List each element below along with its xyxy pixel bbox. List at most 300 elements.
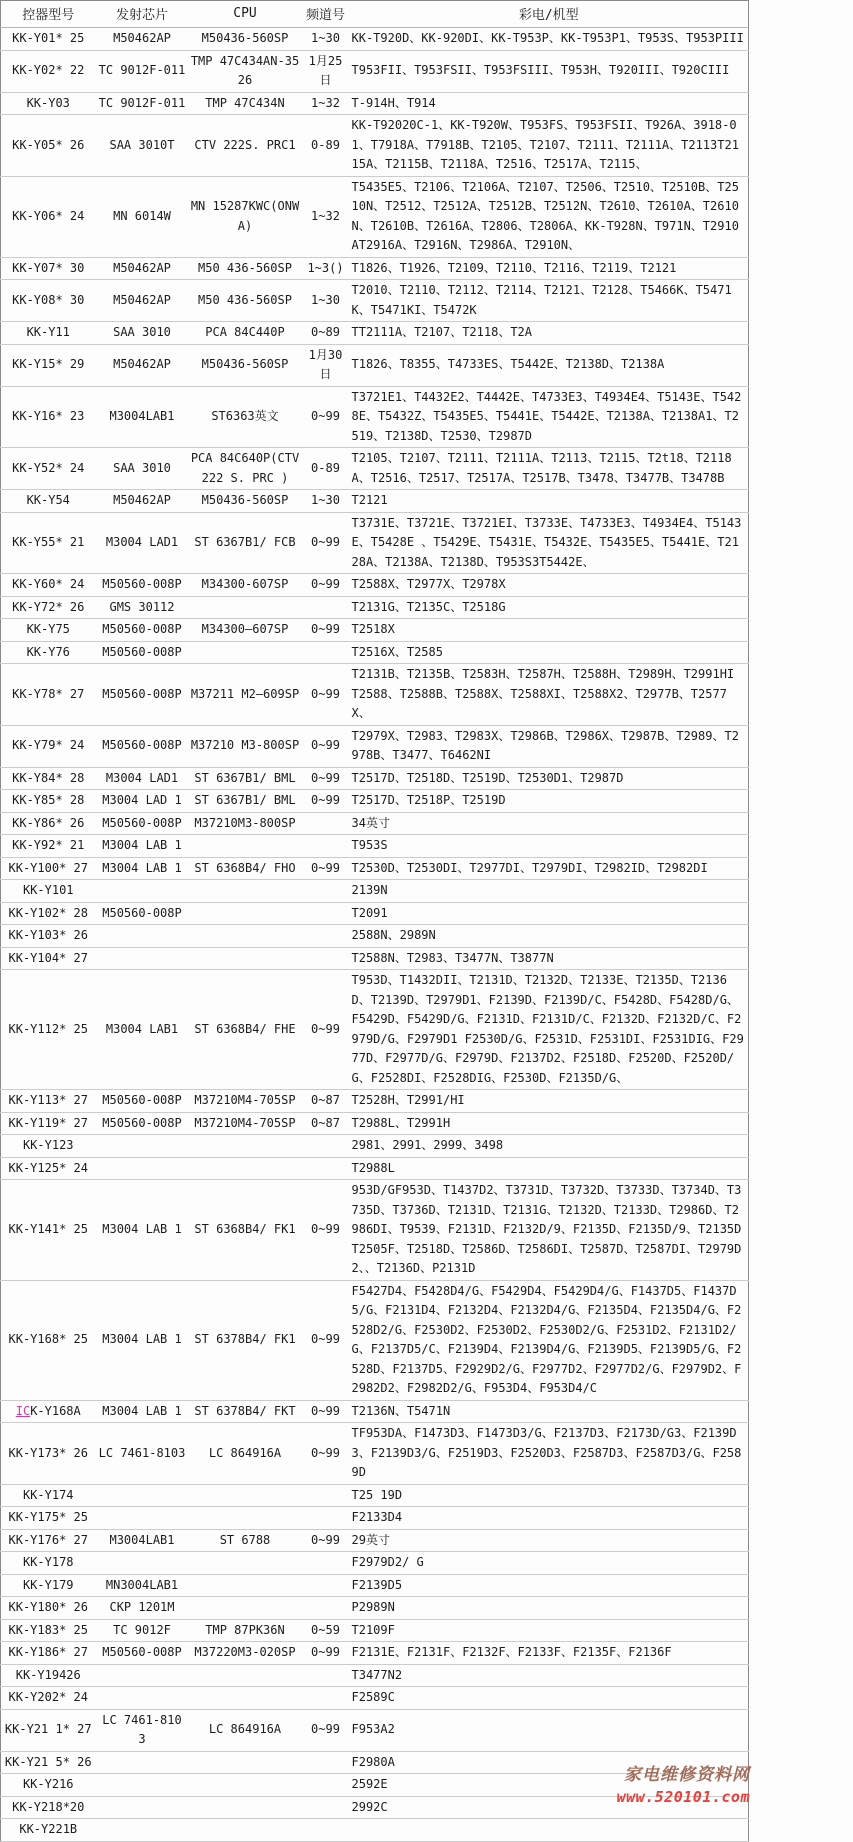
- cell-tv: 29英寸: [350, 1529, 749, 1552]
- table-row: [1, 790, 749, 813]
- cell-chan: [302, 1751, 350, 1774]
- cell-model: KK-Y21 1* 27: [1, 1709, 96, 1751]
- table-row: [1, 1664, 749, 1687]
- cell-chip: [96, 1135, 189, 1158]
- cell-cpu: M37210M4-705SP: [189, 1112, 302, 1135]
- table-row: [1, 344, 749, 386]
- cell-chan: 0~99: [302, 1180, 350, 1281]
- cell-model: KK-Y141* 25: [1, 1180, 96, 1281]
- cell-cpu: [189, 925, 302, 948]
- cell-chip: M3004 LAB 1: [96, 1400, 189, 1423]
- cell-cpu: M34300-607SP: [189, 574, 302, 597]
- cell-model: KK-Y103* 26: [1, 925, 96, 948]
- cell-cpu: [189, 1484, 302, 1507]
- cell-chan: 0~99: [302, 1423, 350, 1485]
- cell-chan: [302, 1796, 350, 1819]
- cell-chip: M50560-008P: [96, 902, 189, 925]
- table-row: [1, 767, 749, 790]
- table-row: [1, 1819, 749, 1842]
- cell-tv: F2139D5: [350, 1574, 749, 1597]
- cell-chip: GMS 30112: [96, 596, 189, 619]
- cell-model: KK-Y15* 29: [1, 344, 96, 386]
- cell-tv: F2980A: [350, 1751, 749, 1774]
- table-row: [1, 1552, 749, 1575]
- cell-chan: 0~99: [302, 767, 350, 790]
- cell-model: KK-Y76: [1, 641, 96, 664]
- watermark-site-url: www.520101.com: [616, 1787, 750, 1806]
- cell-model: KK-Y54: [1, 490, 96, 513]
- table-row: [1, 925, 749, 948]
- header-cell-chip: 发射芯片: [96, 1, 189, 28]
- cell-model: KK-Y21 5* 26: [1, 1751, 96, 1774]
- cell-tv: 953D/GF953D、T1437D2、T3731D、T3732D、T3733D、T3734D、T3735D、T3736D、T2131D、T2131G、T2132D、T2133D、T2986D、T2986DI、T9539、F2131D、F2132D/9、F2135D、F2135D/9、T2135DT2505F、T2518D、T2586D、T2586DI、T2587D、T2587DI、T2979D2、、T2136D、P2131D: [350, 1180, 749, 1281]
- cell-cpu: [189, 596, 302, 619]
- cell-cpu: PCA 84C640P(CTV 222 S. PRC ): [189, 448, 302, 490]
- cell-cpu: [189, 1774, 302, 1797]
- cell-tv: 34英寸: [350, 812, 749, 835]
- cell-chan: 0~99: [302, 970, 350, 1090]
- cell-chan: 0~99: [302, 725, 350, 767]
- cell-cpu: [189, 947, 302, 970]
- cell-chip: M50560-008P: [96, 812, 189, 835]
- cell-cpu: TMP 47C434AN-3526: [189, 50, 302, 92]
- cell-chip: M50462AP: [96, 280, 189, 322]
- table-row: [1, 1751, 749, 1774]
- table-row: [1, 970, 749, 1090]
- cell-model: KK-Y03: [1, 92, 96, 115]
- cell-model: KK-Y178: [1, 1552, 96, 1575]
- table-row: [1, 1484, 749, 1507]
- table-row: [1, 902, 749, 925]
- table-row: [1, 1642, 749, 1665]
- cell-cpu: [189, 1664, 302, 1687]
- cell-cpu: ST 6378B4/ FK1: [189, 1280, 302, 1400]
- cell-tv: T2091: [350, 902, 749, 925]
- table-row: [1, 280, 749, 322]
- table-row: [1, 50, 749, 92]
- cell-tv: 2981、2991、2999、3498: [350, 1135, 749, 1158]
- cell-cpu: [189, 641, 302, 664]
- cell-model: KK-Y60* 24: [1, 574, 96, 597]
- cell-model: KK-Y85* 28: [1, 790, 96, 813]
- cell-chan: 0~99: [302, 1709, 350, 1751]
- cell-cpu: [189, 1597, 302, 1620]
- cell-cpu: ST 6367B1/ BML: [189, 790, 302, 813]
- cell-cpu: [189, 1507, 302, 1530]
- table-row: [1, 1709, 749, 1751]
- table-row: [1, 92, 749, 115]
- cell-model: ICK-Y168A: [1, 1400, 96, 1423]
- cell-chip: SAA 3010: [96, 322, 189, 345]
- cell-model: KK-Y19426: [1, 1664, 96, 1687]
- table-row: [1, 835, 749, 858]
- cell-chip: M50462AP: [96, 28, 189, 51]
- cell-chan: [302, 1819, 350, 1842]
- header-row: [1, 1, 749, 28]
- cell-model: KK-Y104* 27: [1, 947, 96, 970]
- cell-cpu: ST 6368B4/ FK1: [189, 1180, 302, 1281]
- cell-chan: [302, 1484, 350, 1507]
- cell-chan: 0~99: [302, 386, 350, 448]
- cell-tv: T2979X、T2983、T2983X、T2986B、T2986X、T2987B、T2989、T2978B、T3477、T6462NI: [350, 725, 749, 767]
- cell-cpu: ST 6367B1/ FCB: [189, 512, 302, 574]
- table-body: [1, 28, 749, 1842]
- cell-tv: T2121: [350, 490, 749, 513]
- table-row: [1, 1597, 749, 1620]
- cell-chip: M50462AP: [96, 344, 189, 386]
- table-row: [1, 574, 749, 597]
- cell-tv: T1826、T1926、T2109、T2110、T2116、T2119、T2121: [350, 257, 749, 280]
- cell-chan: 1~3(): [302, 257, 350, 280]
- cell-model: KK-Y86* 26: [1, 812, 96, 835]
- cell-tv: T-914H、T914: [350, 92, 749, 115]
- table-row: [1, 115, 749, 177]
- cell-chip: M50560-008P: [96, 574, 189, 597]
- table-row: [1, 596, 749, 619]
- cell-cpu: PCA 84C440P: [189, 322, 302, 345]
- header-cell-model: 控器型号: [1, 1, 96, 28]
- cell-chip: [96, 1484, 189, 1507]
- cell-cpu: M37210 M3-800SP: [189, 725, 302, 767]
- cell-chan: [302, 1552, 350, 1575]
- cell-chip: M50560-008P: [96, 664, 189, 726]
- cell-cpu: [189, 902, 302, 925]
- cell-cpu: [189, 1819, 302, 1842]
- cell-chan: [302, 925, 350, 948]
- cell-tv: T2988L、T2991H: [350, 1112, 749, 1135]
- cell-tv: T2010、T2110、T2112、T2114、T2121、T2128、T5466K、T5471K、T5471KI、T5472K: [350, 280, 749, 322]
- cell-chip: M50560-008P: [96, 1090, 189, 1113]
- cell-tv: T3477N2: [350, 1664, 749, 1687]
- cell-cpu: TMP 87PK36N: [189, 1619, 302, 1642]
- cell-chip: [96, 1796, 189, 1819]
- cell-cpu: ST 6367B1/ BML: [189, 767, 302, 790]
- cell-model: KK-Y125* 24: [1, 1157, 96, 1180]
- cell-model: KK-Y173* 26: [1, 1423, 96, 1485]
- table-row: [1, 947, 749, 970]
- cell-tv: T953FII、T953FSII、T953FSIII、T953H、T920III、T920CIII: [350, 50, 749, 92]
- cell-chip: M3004 LAB 1: [96, 857, 189, 880]
- cell-tv: T2516X、T2585: [350, 641, 749, 664]
- table-row: [1, 1400, 749, 1423]
- cell-cpu: TMP 47C434N: [189, 92, 302, 115]
- cell-chip: M50560-008P: [96, 619, 189, 642]
- cell-chan: [302, 1774, 350, 1797]
- cell-chip: M3004 LAD 1: [96, 790, 189, 813]
- cell-cpu: [189, 1751, 302, 1774]
- cell-tv: T2517D、T2518D、T2519D、T2530D1、T2987D: [350, 767, 749, 790]
- cell-cpu: M50 436-560SP: [189, 257, 302, 280]
- cell-tv: T3721E1、T4432E2、T4442E、T4733E3、T4934E4、T5143E、T5428E、T5432Z、T5435E5、T5441E、T5442E、T2138A、T2138A1、T2519、T2138D、T2530、T2987D: [350, 386, 749, 448]
- cell-model: KK-Y123: [1, 1135, 96, 1158]
- cell-chip: M3004 LAD1: [96, 512, 189, 574]
- cell-chan: 0~99: [302, 1280, 350, 1400]
- cell-tv: T953D、T1432DII、T2131D、T2132D、T2133E、T2135D、T2136D、T2139D、T2979D1、F2139D、F2139D/C、F5428D、F5428D/G、F5429D、F5429D/G、F2131D、F2131D/C、F2132D、F2132D/C、F2979D/G、F2979D1 F2530D/G、F2531D、F2531DI、F2531DIG、F2977D、F2977D/G、F2979D、F2137D2、F2518D、F2520D、F2520D/G、F2528DI、F2528DIG、F2530D、F2135D/G、: [350, 970, 749, 1090]
- cell-model: KK-Y02* 22: [1, 50, 96, 92]
- cell-cpu: [189, 1796, 302, 1819]
- cell-model: KK-Y119* 27: [1, 1112, 96, 1135]
- cell-chip: [96, 1774, 189, 1797]
- cell-cpu: M37210M4-705SP: [189, 1090, 302, 1113]
- cell-model: KK-Y186* 27: [1, 1642, 96, 1665]
- cell-chip: M50560-008P: [96, 1642, 189, 1665]
- cell-model: KK-Y102* 28: [1, 902, 96, 925]
- cell-model: KK-Y01* 25: [1, 28, 96, 51]
- cell-tv: F2979D2/ G: [350, 1552, 749, 1575]
- table-row: [1, 641, 749, 664]
- cell-chan: [302, 1135, 350, 1158]
- table-row: [1, 1090, 749, 1113]
- cell-chip: TC 9012F-011: [96, 50, 189, 92]
- cell-tv: F2131E、F2131F、F2132F、F2133F、F2135F、F2136F: [350, 1642, 749, 1665]
- cell-tv: T5435E5、T2106、T2106A、T2107、T2506、T2510、T2510B、T2510N、T2512、T2512A、T2512B、T2512N、T2610、T2610A、T2610N、T2610B、T2616A、T2806、T2806A、KK-T928N、T971N、T2910AT2916A、T2916N、T2986A、T2910N、: [350, 176, 749, 257]
- cell-tv: T2105、T2107、T2111、T2111A、T2113、T2115、T2t18、T2118A、T2516、T2517、T2517A、T2517B、T3478、T3477B、T3478B: [350, 448, 749, 490]
- cell-chan: [302, 1507, 350, 1530]
- table-row: [1, 28, 749, 51]
- cell-chan: 0~99: [302, 574, 350, 597]
- table-row: [1, 664, 749, 726]
- cell-chan: [302, 902, 350, 925]
- cell-chip: M3004LAB1: [96, 386, 189, 448]
- cell-model: KK-Y52* 24: [1, 448, 96, 490]
- cell-model: KK-Y07* 30: [1, 257, 96, 280]
- cell-chan: [302, 1597, 350, 1620]
- cell-model: KK-Y175* 25: [1, 1507, 96, 1530]
- cell-chan: 0~99: [302, 619, 350, 642]
- watermark-site-name: 家电维修资料网: [624, 1765, 750, 1785]
- cell-cpu: [189, 1552, 302, 1575]
- cell-cpu: M37210M3-800SP: [189, 812, 302, 835]
- cell-chan: [302, 812, 350, 835]
- cell-cpu: [189, 1135, 302, 1158]
- cell-tv: 2992C: [350, 1796, 749, 1819]
- cell-chan: 1~32: [302, 92, 350, 115]
- cell-tv: 2588N、2989N: [350, 925, 749, 948]
- cell-chip: M3004 LAB 1: [96, 1180, 189, 1281]
- cell-chan: [302, 596, 350, 619]
- table-row: [1, 490, 749, 513]
- cell-cpu: [189, 1157, 302, 1180]
- cell-chip: M50560-008P: [96, 725, 189, 767]
- table-row: [1, 386, 749, 448]
- cell-chip: MN 6014W: [96, 176, 189, 257]
- table-row: [1, 448, 749, 490]
- cell-tv: TT2111A、T2107、T2118、T2A: [350, 322, 749, 345]
- cell-chan: [302, 947, 350, 970]
- cell-chan: 1月30日: [302, 344, 350, 386]
- cell-model: KK-Y180* 26: [1, 1597, 96, 1620]
- cell-chan: 0~99: [302, 790, 350, 813]
- cell-model: KK-Y100* 27: [1, 857, 96, 880]
- cell-tv: F2133D4: [350, 1507, 749, 1530]
- cell-chip: [96, 1751, 189, 1774]
- cell-chan: 1月25日: [302, 50, 350, 92]
- cell-chan: 1~30: [302, 280, 350, 322]
- cell-cpu: LC 864916A: [189, 1709, 302, 1751]
- cell-tv: KK-T92020C-1、KK-T920W、T953FS、T953FSII、T926A、3918-01、T7918A、T7918B、T2105、T2107、T2111、T2111A、T2113T2115A、T2115B、T2118A、T2516、T2517A、T2115、: [350, 115, 749, 177]
- cell-tv: KK-T920D、KK-920DI、KK-T953P、KK-T953P1、T953S、T953PIII: [350, 28, 749, 51]
- cell-chan: 0~99: [302, 1400, 350, 1423]
- cell-model: KK-Y176* 27: [1, 1529, 96, 1552]
- cell-chan: [302, 641, 350, 664]
- cell-chip: SAA 3010T: [96, 115, 189, 177]
- cell-chip: LC 7461-810 3: [96, 1709, 189, 1751]
- cell-model: KK-Y221B: [1, 1819, 96, 1842]
- cell-cpu: M50436-560SP: [189, 344, 302, 386]
- table-row: [1, 880, 749, 903]
- cell-chan: 1~32: [302, 176, 350, 257]
- cell-cpu: MN 15287KWC(ONWA): [189, 176, 302, 257]
- cell-chan: [302, 1157, 350, 1180]
- table-row: [1, 1112, 749, 1135]
- cell-chan: 0~99: [302, 1529, 350, 1552]
- table-row: [1, 1180, 749, 1281]
- cell-chip: M50560-008P: [96, 1112, 189, 1135]
- cell-chip: M3004 LAB1: [96, 970, 189, 1090]
- table-row: [1, 812, 749, 835]
- cell-model: KK-Y75: [1, 619, 96, 642]
- cell-tv: F2589C: [350, 1687, 749, 1710]
- cell-cpu: ST 6368B4/ FHO: [189, 857, 302, 880]
- table-row: [1, 1619, 749, 1642]
- cell-model: KK-Y113* 27: [1, 1090, 96, 1113]
- cell-tv: T2528H、T2991/HI: [350, 1090, 749, 1113]
- table-row: [1, 176, 749, 257]
- cell-chip: M3004 LAB 1: [96, 835, 189, 858]
- cell-chip: MN3004LAB1: [96, 1574, 189, 1597]
- cell-model: KK-Y183* 25: [1, 1619, 96, 1642]
- cell-chip: [96, 1819, 189, 1842]
- cell-tv: T2109F: [350, 1619, 749, 1642]
- cell-chan: 0~99: [302, 857, 350, 880]
- cell-tv: F953A2: [350, 1709, 749, 1751]
- cell-tv: T25 19D: [350, 1484, 749, 1507]
- cell-chan: 0-89: [302, 115, 350, 177]
- cell-chip: [96, 1157, 189, 1180]
- cell-chan: 1~30: [302, 490, 350, 513]
- cell-model: KK-Y112* 25: [1, 970, 96, 1090]
- cell-chip: M50462AP: [96, 490, 189, 513]
- cell-model: KK-Y78* 27: [1, 664, 96, 726]
- cell-tv: T2131G、T2135C、T2518G: [350, 596, 749, 619]
- cell-model: KK-Y179: [1, 1574, 96, 1597]
- cell-chan: [302, 1664, 350, 1687]
- table-row: [1, 1135, 749, 1158]
- cell-cpu: M50 436-560SP: [189, 280, 302, 322]
- cell-model: KK-Y202* 24: [1, 1687, 96, 1710]
- table-row: [1, 1574, 749, 1597]
- cell-cpu: [189, 1574, 302, 1597]
- cell-cpu: ST6363英文: [189, 386, 302, 448]
- cell-chip: M3004 LAB 1: [96, 1280, 189, 1400]
- cell-tv: T2588N、T2983、T3477N、T3877N: [350, 947, 749, 970]
- cell-chip: M3004 LAD1: [96, 767, 189, 790]
- cell-cpu: [189, 880, 302, 903]
- cell-tv: T2588X、T2977X、T2978X: [350, 574, 749, 597]
- cell-chan: 0-89: [302, 448, 350, 490]
- cell-chip: [96, 1552, 189, 1575]
- header-cell-tv: 彩电/机型: [350, 1, 749, 28]
- cell-cpu: M37220M3-020SP: [189, 1642, 302, 1665]
- cell-model: KK-Y218*20: [1, 1796, 96, 1819]
- cell-model: KK-Y101: [1, 880, 96, 903]
- header-cell-cpu: CPU: [189, 1, 302, 28]
- cell-chan: [302, 835, 350, 858]
- table-row: [1, 1796, 749, 1819]
- cell-model: KK-Y08* 30: [1, 280, 96, 322]
- cell-tv: TF953DA、F1473D3、F1473D3/G、F2137D3、F2173D/G3、F2139D3、F2139D3/G、F2519D3、F2520D3、F2587D3、F2587D3/G、F2589D: [350, 1423, 749, 1485]
- cell-chip: [96, 1687, 189, 1710]
- table-row: [1, 1280, 749, 1400]
- table-row: [1, 512, 749, 574]
- table-row: [1, 725, 749, 767]
- cell-chip: M50462AP: [96, 257, 189, 280]
- cell-model: KK-Y16* 23: [1, 386, 96, 448]
- cell-chan: 0~99: [302, 664, 350, 726]
- cell-cpu: ST 6788: [189, 1529, 302, 1552]
- cell-tv: [350, 1819, 749, 1842]
- table-row: [1, 619, 749, 642]
- cell-model: KK-Y84* 28: [1, 767, 96, 790]
- cell-tv: T2136N、T5471N: [350, 1400, 749, 1423]
- cell-chan: [302, 880, 350, 903]
- cell-chan: 0~87: [302, 1112, 350, 1135]
- cell-tv: T2518X: [350, 619, 749, 642]
- ic-model-link[interactable]: IC: [15, 1403, 31, 1418]
- cell-tv: T2988L: [350, 1157, 749, 1180]
- table-row: [1, 1774, 749, 1797]
- cell-cpu: LC 864916A: [189, 1423, 302, 1485]
- table-row: [1, 1423, 749, 1485]
- cell-model: KK-Y79* 24: [1, 725, 96, 767]
- cell-chip: [96, 947, 189, 970]
- cell-cpu: [189, 1687, 302, 1710]
- cell-chan: 0~99: [302, 512, 350, 574]
- table-row: [1, 257, 749, 280]
- cell-tv: 2139N: [350, 880, 749, 903]
- cell-tv: 2592E: [350, 1774, 749, 1797]
- cell-chan: 0~59: [302, 1619, 350, 1642]
- cell-cpu: M37211 M2—609SP: [189, 664, 302, 726]
- cell-model: KK-Y174: [1, 1484, 96, 1507]
- cell-chan: [302, 1574, 350, 1597]
- cell-model: KK-Y06* 24: [1, 176, 96, 257]
- cell-tv: T3731E、T3721E、T3721EI、T3733E、T4733E3、T4934E4、T5143E、T5428E 、T5429E、T5431E、T5432E、T5435E5、T5441E、T2128A、T2138A、T2138D、T953S3T5442E、: [350, 512, 749, 574]
- table-header: [1, 1, 749, 28]
- table-row: [1, 1157, 749, 1180]
- cell-chan: 0~87: [302, 1090, 350, 1113]
- cell-chip: [96, 880, 189, 903]
- cell-model: KK-Y72* 26: [1, 596, 96, 619]
- table-row: [1, 857, 749, 880]
- table-row: [1, 322, 749, 345]
- cell-chan: 0~89: [302, 322, 350, 345]
- cell-model: KK-Y168* 25: [1, 1280, 96, 1400]
- cell-cpu: ST 6368B4/ FHE: [189, 970, 302, 1090]
- cell-cpu: [189, 835, 302, 858]
- cell-chip: [96, 1664, 189, 1687]
- cell-chip: M3004LAB1: [96, 1529, 189, 1552]
- cell-chan: 1~30: [302, 28, 350, 51]
- cell-tv: F5427D4、F5428D4/G、F5429D4、F5429D4/G、F1437D5、F1437D5/G、F2131D4、F2132D4、F2132D4/G、F2135D4、F2135D4/G、F2528D2/G、F2530D2、F2530D2、F2530D2/G、F2531D2、F2131D2/G、F2137D5/C、F2139D4、F2139D4/G、F2139D5、F2139D5/G、F2528D、F2137D5、F2929D2/G、F2977D2、F2977D2/G、F2979D2、F2982D2、F2982D2/G、F953D4、F953D4/C: [350, 1280, 749, 1400]
- cell-model: KK-Y216: [1, 1774, 96, 1797]
- cell-chip: M50560-008P: [96, 641, 189, 664]
- cell-tv: T2530D、T2530DI、T2977DI、T2979DI、T2982ID、T2982DI: [350, 857, 749, 880]
- cell-tv: T1826、T8355、T4733ES、T5442E、T2138D、T2138A: [350, 344, 749, 386]
- table-row: [1, 1507, 749, 1530]
- cell-tv: T953S: [350, 835, 749, 858]
- table-row: [1, 1529, 749, 1552]
